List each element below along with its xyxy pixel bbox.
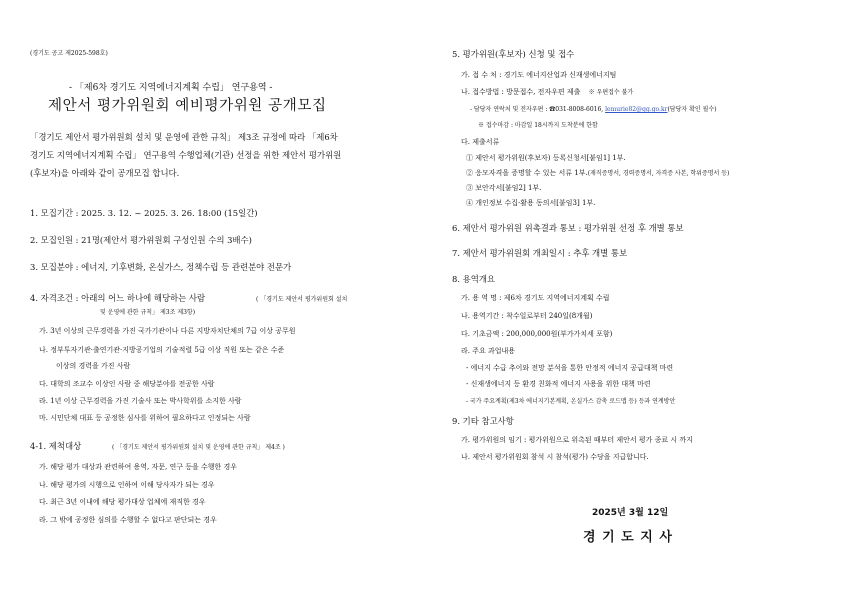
issuer-name: 경 기 도 지 사 (583, 530, 673, 545)
qualification-item: 이상의 경력을 가진 사람 (56, 362, 131, 370)
intro-line: (후보자)을 아래와 같이 공개모집 합니다. (30, 168, 180, 178)
document-item: ③ 보안각서[붙임2] 1부. (466, 184, 542, 192)
contact-email-link[interactable]: lemurie82@gg.go.kr (605, 106, 668, 113)
section-5-heading: 5. 평가위원(후보자) 신청 및 접수 (452, 49, 575, 59)
section-6: 6. 제안서 평가위원 위촉결과 통보 : 평가위원 선정 후 개별 통보 (452, 223, 684, 233)
service-item: 나. 용역기간 : 착수일로부터 240일(8개월) (461, 312, 593, 320)
qualification-reference: ( 「경기도 제안서 평가위원회 설치 (256, 296, 348, 303)
contact-line: - 담당자 연락처 및 전자우편 : ☎031-8008-6016, lemurie82@gg.go.kr(담당자 확인 필수) (470, 106, 717, 113)
document-item: ② 응모자격을 증명할 수 있는 서류 1부.(재직증명서, 경력증명서, 자격증 사본, 학위증명서 등) (466, 169, 730, 177)
exclusion-heading: 4-1. 제척대상 (30, 441, 82, 451)
recruit-field: 3. 모집분야 : 에너지, 기후변화, 온실가스, 정책수립 등 관련분야 전문가 (30, 262, 292, 272)
qualification-item: 라. 1년 이상 근무경력을 가진 기술사 또는 박사학위를 소지한 사람 (39, 397, 242, 405)
qualification-item: 마. 시민단체 대표 등 공정한 심사를 위하여 필요하다고 인정되는 사람 (39, 414, 251, 422)
recruit-period: 1. 모집기간 : 2025. 3. 12. ~ 2025. 3. 26. 18:00 (15일간) (30, 208, 258, 218)
documents-heading: 다. 제출서류 (461, 138, 500, 146)
page-title: 제안서 평가위원회 예비평가위원 공개모집 (48, 98, 327, 114)
document-item-note: (재직증명서, 경력증명서, 자격증 사본, 학위증명서 등) (587, 170, 730, 177)
recruit-headcount: 2. 모집인원 : 21명(제안서 평가위원회 구성인원 수의 3배수) (30, 235, 252, 245)
service-item: 라. 주요 과업내용 (461, 347, 516, 355)
notice-subtitle: - 「제6차 경기도 지역에너지계획 수립」 연구용역 - (69, 83, 273, 93)
exclusion-item: 가. 해당 평가 대상과 관련하여 용역, 자문, 연구 등을 수행한 경우 (39, 463, 237, 471)
document-item: ① 제안서 평가위원(후보자) 등록신청서[붙임1] 1부. (466, 154, 626, 162)
reception-method: 나. 접수방법 : 방문접수, 전자우편 제출 ※ 우편접수 불가 (461, 88, 634, 96)
issue-date: 2025년 3월 12일 (592, 508, 669, 518)
notice-number: (경기도 공고 제2025-598호) (30, 50, 108, 57)
exclusion-item: 다. 최근 3년 이내에 해당 평가대상 업체에 재직한 경우 (39, 498, 206, 506)
misc-item: 가. 평가위원의 임기 : 평가위원으로 위촉된 때부터 제안서 평가 종료 시 까지 (461, 436, 693, 444)
section-7: 7. 제안서 평가위원회 개최일시 : 추후 개별 통보 (452, 248, 628, 258)
reception-office: 가. 접 수 처 : 경기도 에너지산업과 신재생에너지팀 (461, 71, 617, 79)
section-8-heading: 8. 용역개요 (452, 274, 496, 284)
task-item: - 에너지 수급 추이와 전망 분석을 통한 안정적 에너지 공급대책 마련 (466, 364, 674, 372)
misc-item: 나. 제안서 평가위원회 참석 시 참석(평가) 수당을 지급합니다. (461, 453, 649, 461)
exclusion-item: 라. 그 밖에 공정한 심의를 수행할 수 없다고 판단되는 경우 (39, 516, 217, 524)
task-item: - 신재생에너지 등 환경 친화적 에너지 사용을 위한 대책 마련 (466, 380, 651, 388)
intro-line: 「경기도 제안서 평가위원회 설치 및 운영에 관한 규칙」 제3조 규정에 따라 「제6차 (30, 132, 338, 142)
intro-line: 경기도 지역에너지계획 수립」 연구용역 수행업체(기관) 선정을 위한 제안서 평가위원 (30, 150, 342, 160)
deadline-note: ※ 접수마감 : 마감일 18시까지 도착분에 한함 (478, 122, 598, 129)
exclusion-item: 나. 해당 평가의 시행으로 인하여 이해 당사자가 되는 경우 (39, 481, 215, 489)
qualification-item: 다. 대학의 조교수 이상인 사람 중 해당분야를 전공한 사람 (39, 380, 215, 388)
qualification-item: 나. 정부투자기관·출연기관·지방공기업의 기술적렬 5급 이상 직원 또는 같은 수준 (39, 346, 285, 354)
service-item: 다. 기초금액 : 200,000,000원(부가가치세 포함) (461, 330, 613, 338)
service-item: 가. 용 역 명 : 제6차 경기도 지역에너지계획 수립 (461, 294, 610, 302)
qualification-reference: 및 운영에 관한 규칙」 제3조 제3항) (100, 309, 196, 316)
reception-method-note: ※ 우편접수 불가 (588, 89, 634, 96)
exclusion-reference: ( 「경기도 제안서 평가위원회 설치 및 운영에 관한 규칙」 제4조 ) (112, 444, 285, 451)
task-item: - 국가 주요계획(제3차 에너지기본계획, 온실가스 감축 로드맵 등) 등과 연계방안 (466, 398, 676, 405)
document-item: ④ 개인정보 수집·활용 동의서[붙임3] 1부. (466, 199, 596, 207)
section-9-heading: 9. 기타 참고사항 (452, 416, 514, 426)
qualification-item: 가. 3년 이상의 근무경력을 가진 국가기관이나 다른 지방자치단체의 7급 이상 공무원 (39, 327, 296, 335)
qualification-heading: 4. 자격조건 : 아래의 어느 하나에 해당하는 사람 (30, 293, 206, 303)
